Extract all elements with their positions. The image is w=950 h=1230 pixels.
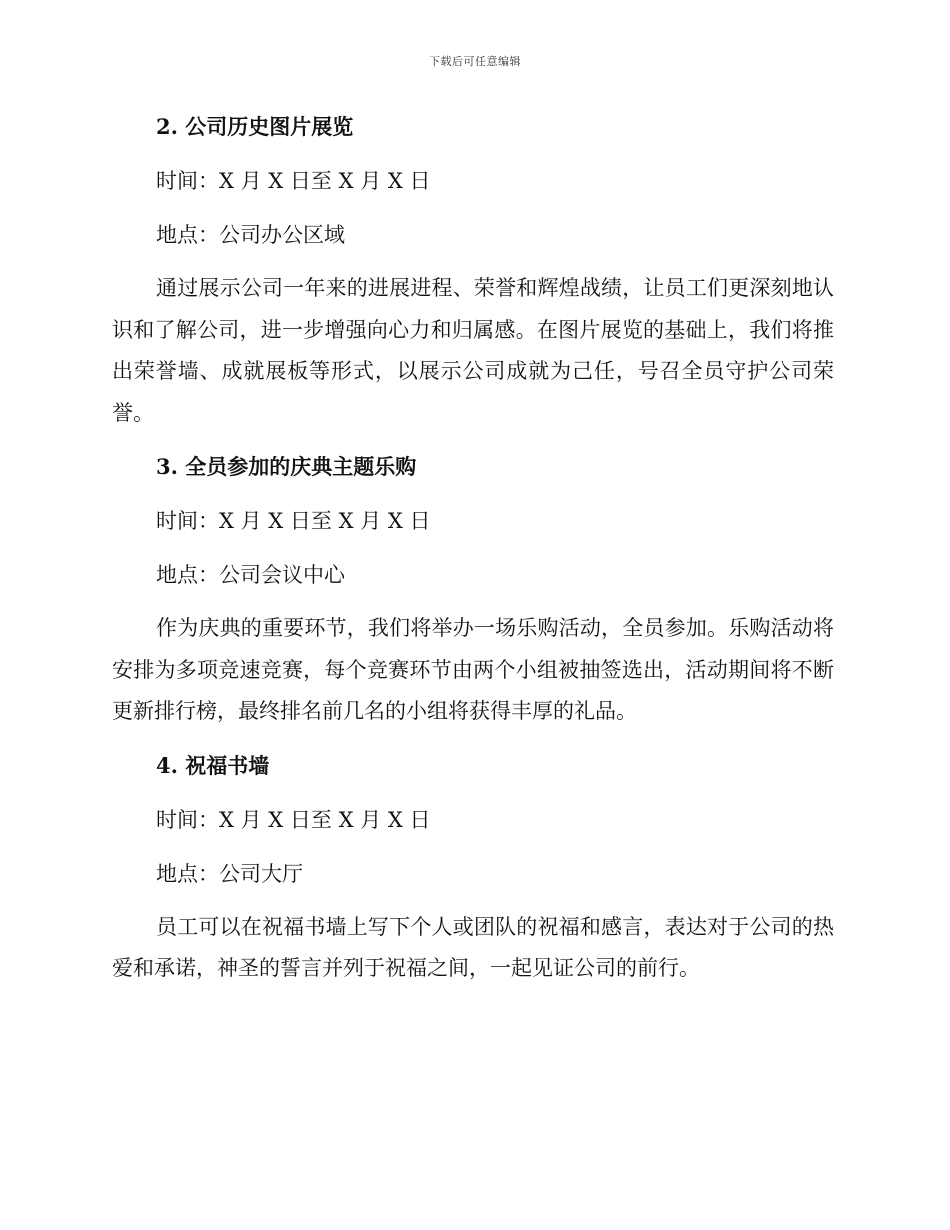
section-body: 作为庆典的重要环节，我们将举办一场乐购活动，全员参加。乐购活动将安排为多项竞速竞赛，每个竞赛环节由两个小组被抽签选出，活动期间将不断更新排行榜，最终排名前几名的小组将获得丰厚的礼品。 — [112, 616, 834, 723]
page-header: 下载后可任意编辑 — [429, 55, 521, 68]
section-location: 地点：公司会议中心 — [156, 563, 345, 587]
section-celebration-shopping — [112, 448, 834, 733]
section-time: 时间：X 月 X 日至 X 月 X 日 — [156, 807, 431, 832]
section-photo-exhibition — [112, 108, 834, 434]
section-location: 地点：公司大厅 — [156, 861, 303, 886]
section-heading: 2. 公司历史图片展览 — [156, 114, 354, 139]
section-heading: 4. 祝福书墙 — [156, 752, 270, 778]
section-time: 时间：X 月 X 日至 X 月 X 日 — [156, 169, 431, 193]
section-blessing-wall — [112, 747, 834, 990]
section-body: 员工可以在祝福书墙上写下个人或团队的祝福和感言，表达对于公司的热爱和承诺，神圣的誓言并列于祝福之间，一起见证公司的前行。 — [112, 914, 834, 980]
section-heading: 3. 全员参加的庆典主题乐购 — [156, 454, 417, 479]
document-body — [112, 108, 834, 990]
section-location: 地点：公司办公区域 — [156, 223, 345, 247]
section-time: 时间：X 月 X 日至 X 月 X 日 — [156, 509, 431, 533]
section-body: 通过展示公司一年来的进展进程、荣誉和辉煌战绩，让员工们更深刻地认识和了解公司，进一步增强向心力和归属感。在图片展览的基础上，我们将推出荣誉墙、成就展板等形式，以展示公司成就为己任，号召全员守护公司荣誉。 — [112, 276, 834, 425]
